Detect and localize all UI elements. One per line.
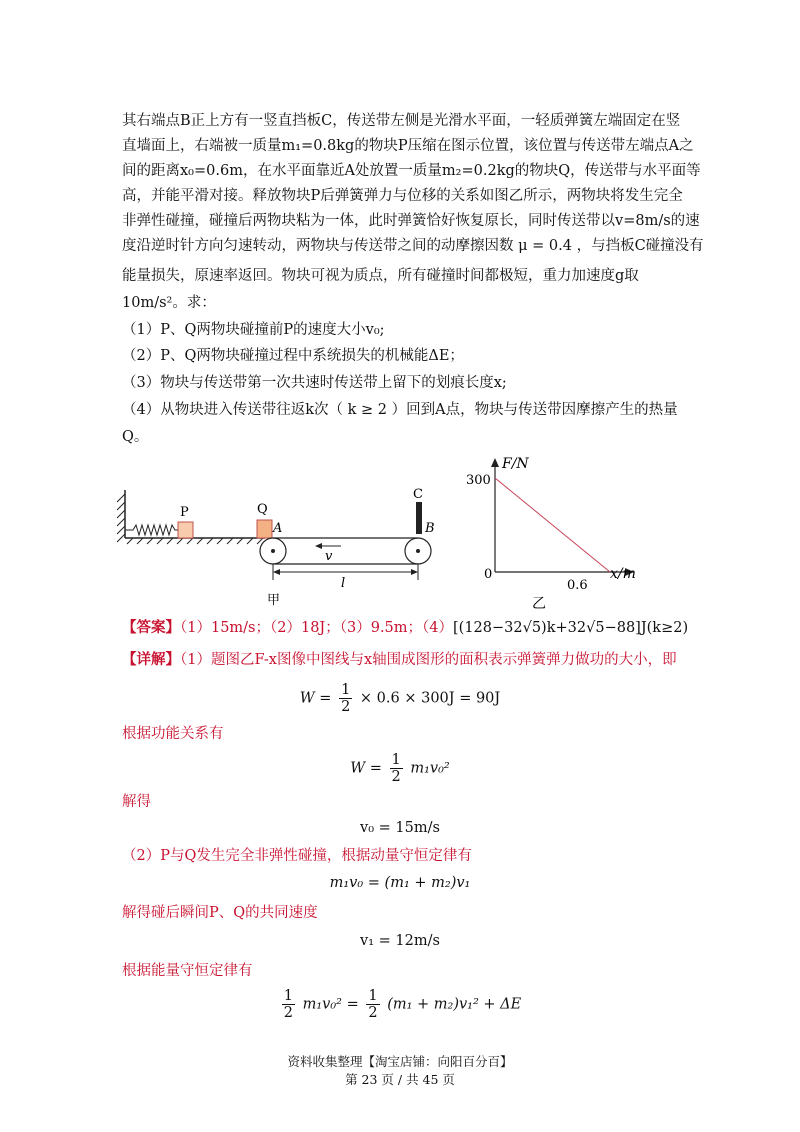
wall-hatch (117, 494, 125, 542)
eq6-right: (m₁ + m₂)v₁² + ΔE (387, 996, 522, 1013)
label-q: Q (257, 502, 268, 517)
eq2-right: m₁v₀² (410, 760, 450, 777)
question-2: （2）P、Q两物块碰撞过程中系统损失的机械能ΔE； (122, 348, 464, 364)
label-v: v (325, 549, 333, 564)
problem-line-4: 高，并能平滑对接。释放物块P后弹簧弹力与位移的关系如图乙所示，两物块将发生完全 (122, 188, 683, 204)
problem-line-2: 直墙面上，右端被一质量m₁=0.8kg的物块P压缩在图示位置，该位置与传送带左端点A之 (122, 138, 694, 154)
eq6-left: m₁v₀² = (302, 996, 359, 1013)
label-l: l (341, 576, 346, 591)
detail-intro: （1）题图乙F-x图像中图线与x轴围成图形的面积表示弹簧弹力做功的大小，即 (180, 652, 677, 668)
label-b: B (425, 521, 435, 536)
eq2-left: W = (350, 760, 382, 777)
block-q (257, 520, 272, 538)
problem-line-8: 10m/s²。求： (122, 295, 216, 311)
x-axis-label: x/m (610, 566, 636, 582)
spring (125, 525, 178, 535)
half-den-3: 2 (283, 1005, 293, 1021)
half-num-4: 1 (368, 988, 378, 1004)
equation-energy (0, 752, 800, 785)
answer-q4: [(128−32√5)k+32√5−88]J(k≥2) (453, 620, 689, 636)
caption-yi: 乙 (532, 596, 546, 612)
detail-part2: （2）P与Q发生完全非弹性碰撞，根据动量守恒定律有 (122, 848, 472, 864)
problem-line-6: 度沿逆时针方向匀速转动，两物块与传送带之间的动摩擦因数 μ = 0.4 ，与挡板C碰撞没有 (122, 238, 704, 254)
half-den-2: 2 (391, 769, 401, 785)
tick-label-300: 300 (466, 473, 491, 488)
equation-energy-conservation (0, 988, 800, 1021)
question-1: （1）P、Q两物块碰撞前P的速度大小v₀; (122, 322, 385, 338)
label-c: C (413, 487, 423, 502)
detail-gongneng: 根据功能关系有 (122, 726, 224, 742)
problem-line-7: 能量损失，原速率返回。物块可视为质点，所有碰撞时间都极短，重力加速度g取 (122, 268, 639, 284)
question-4: （4）从物块进入传送带往返k次（ k ≥ 2 ）回到A点，物块与传送带因摩擦产生的热量 (122, 402, 678, 418)
half-num-1: 1 (341, 682, 351, 698)
label-p: P (180, 505, 189, 520)
block-p (178, 522, 193, 538)
tick-label-0-6: 0.6 (567, 578, 588, 593)
half-num-2: 1 (391, 752, 401, 768)
force-displacement-line (495, 478, 610, 572)
detail-tag: 【详解】 (122, 651, 180, 668)
equation-v0: v₀ = 15m/s (360, 820, 440, 836)
detail-jiede2: 解得碰后瞬间P、Q的共同速度 (122, 905, 318, 921)
problem-line-3: 间的距离x₀=0.6m，在水平面靠近A处放置一质量m₂=0.2kg的物块Q，传送带与水平面等 (122, 163, 701, 179)
detail-intro-line (122, 650, 677, 670)
equation-momentum: m₁v₀ = (m₁ + m₂)v₁ (329, 875, 471, 891)
detail-nengliang: 根据能量守恒定律有 (122, 963, 253, 979)
answer-parts: （1）15m/s；（2）18J；（3）9.5m；（4） (180, 620, 453, 636)
answer-line (122, 618, 688, 638)
question-4-cont: Q。 (122, 429, 149, 445)
plate-c (416, 502, 422, 534)
footer-page: 第 23 页 / 共 45 页 (345, 1072, 455, 1087)
problem-line-5: 非弹性碰撞，碰撞后两物块粘为一体，此时弹簧恰好恢复原长，同时传送带以v=8m/s的速 (122, 213, 700, 229)
eq1-left: W = (299, 690, 332, 707)
equation-work (0, 682, 800, 715)
problem-line-1: 其右端点B正上方有一竖直挡板C，传送带左侧是光滑水平面，一轻质弹簧左端固定在竖 (122, 113, 681, 129)
tick-label-origin: 0 (484, 567, 493, 582)
question-3: （3）物块与传送带第一次共速时传送带上留下的划痕长度x; (122, 375, 507, 391)
caption-jia: 甲 (267, 593, 281, 608)
equation-v1: v₁ = 12m/s (360, 933, 440, 949)
half-den-4: 2 (368, 1005, 378, 1021)
figure-jia (115, 480, 445, 610)
half-fraction-4 (366, 988, 379, 1021)
answer-tag: 【答案】 (122, 619, 180, 636)
half-fraction-1 (339, 682, 352, 715)
label-a: A (273, 521, 283, 536)
half-fraction-2 (390, 752, 403, 785)
figure-yi-chart (460, 452, 660, 612)
half-fraction-3 (282, 988, 295, 1021)
footer-source: 资料收集整理【淘宝店铺：向阳百分百】 (287, 1054, 513, 1069)
detail-jiede: 解得 (122, 794, 151, 810)
eq1-right: × 0.6 × 300J = 90J (359, 690, 501, 707)
y-axis-label: F/N (502, 456, 529, 472)
floor-hatch (127, 538, 263, 544)
half-num-3: 1 (283, 988, 293, 1004)
half-den-1: 2 (341, 699, 351, 715)
